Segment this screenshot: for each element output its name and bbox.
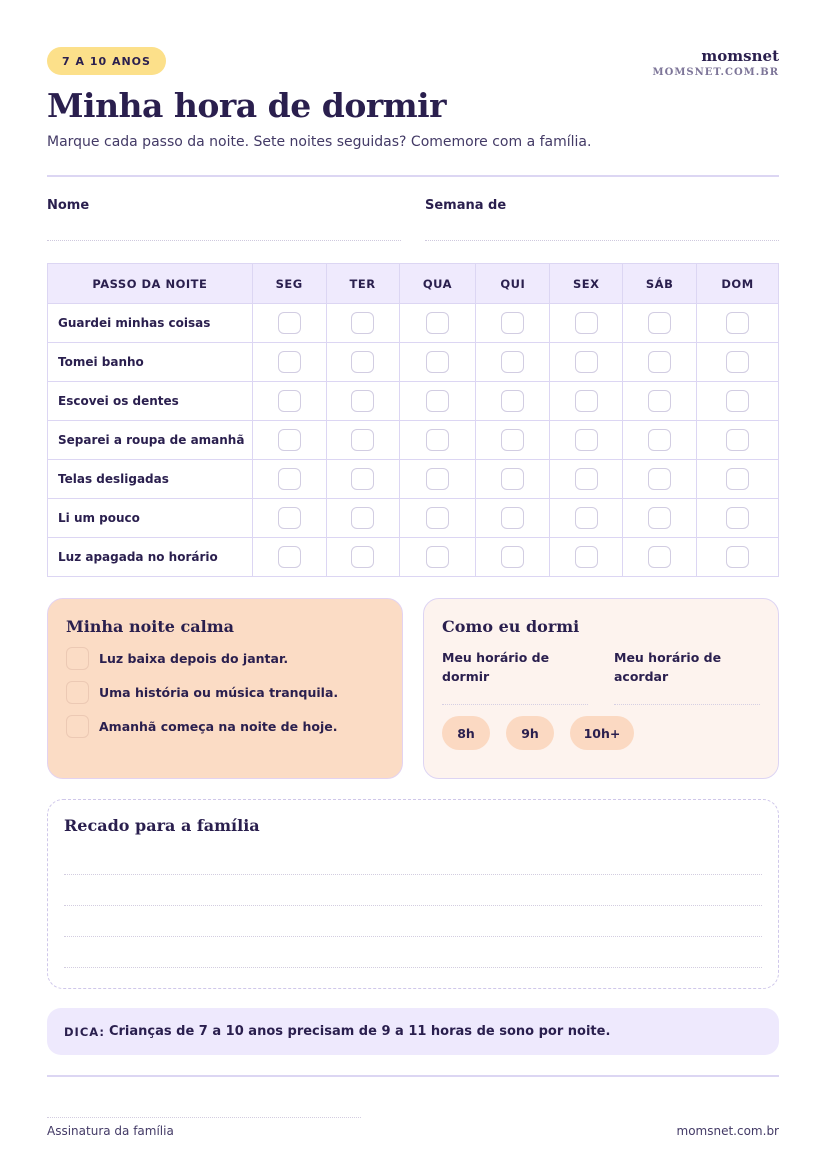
day-cell xyxy=(326,382,399,421)
day-cell xyxy=(252,421,326,460)
day-cell xyxy=(252,304,326,343)
day-checkbox[interactable] xyxy=(278,351,301,373)
day-cell xyxy=(476,343,550,382)
tip-label: DICA: xyxy=(64,1024,105,1039)
day-checkbox[interactable] xyxy=(575,468,598,490)
day-cell xyxy=(326,538,399,577)
day-checkbox[interactable] xyxy=(351,390,374,412)
day-cell xyxy=(623,382,697,421)
age-badge: 7 A 10 ANOS xyxy=(47,47,166,75)
family-note-box xyxy=(47,799,779,989)
table-row xyxy=(48,382,779,421)
table-row xyxy=(48,499,779,538)
day-checkbox[interactable] xyxy=(648,546,671,568)
calm-night-title: Minha noite calma xyxy=(66,617,234,636)
day-checkbox[interactable] xyxy=(278,468,301,490)
week-label: Semana de xyxy=(425,198,507,213)
divider xyxy=(47,175,779,177)
day-checkbox[interactable] xyxy=(726,507,749,529)
brand xyxy=(653,47,779,78)
day-cell xyxy=(623,460,697,499)
day-checkbox[interactable] xyxy=(351,546,374,568)
day-checkbox[interactable] xyxy=(351,507,374,529)
day-cell xyxy=(476,304,550,343)
signature-write-line[interactable] xyxy=(47,1117,361,1118)
day-cell xyxy=(399,499,476,538)
signature-label: Assinatura da família xyxy=(47,1124,174,1138)
day-checkbox[interactable] xyxy=(648,351,671,373)
day-checkbox[interactable] xyxy=(351,468,374,490)
step-label: Tomei banho xyxy=(48,343,253,382)
day-cell xyxy=(252,538,326,577)
day-checkbox[interactable] xyxy=(575,351,598,373)
day-cell xyxy=(476,538,550,577)
family-note-title: Recado para a família xyxy=(64,816,260,835)
calm-checkbox[interactable] xyxy=(66,681,89,704)
wake-time-write-line[interactable] xyxy=(614,704,760,705)
day-cell xyxy=(399,460,476,499)
day-cell xyxy=(697,499,779,538)
column-header-day: QUI xyxy=(476,264,550,304)
step-label: Luz apagada no horário xyxy=(48,538,253,577)
name-label: Nome xyxy=(47,198,90,213)
day-checkbox[interactable] xyxy=(351,351,374,373)
day-cell xyxy=(550,382,623,421)
step-label: Separei a roupa de amanhã xyxy=(48,421,253,460)
name-field[interactable] xyxy=(47,198,401,241)
day-cell xyxy=(550,460,623,499)
calm-checkbox[interactable] xyxy=(66,715,89,738)
day-checkbox[interactable] xyxy=(648,390,671,412)
day-cell xyxy=(252,343,326,382)
day-checkbox[interactable] xyxy=(278,390,301,412)
day-cell xyxy=(697,304,779,343)
sleep-hours-options xyxy=(442,716,760,750)
column-header-day: QUA xyxy=(399,264,476,304)
day-checkbox[interactable] xyxy=(575,390,598,412)
day-checkbox[interactable] xyxy=(648,468,671,490)
day-checkbox[interactable] xyxy=(426,312,449,334)
day-cell xyxy=(252,382,326,421)
day-checkbox[interactable] xyxy=(726,351,749,373)
bedtime-label: Meu horário de dormir xyxy=(442,650,550,684)
day-cell xyxy=(697,343,779,382)
calm-item-label: Amanhã começa na noite de hoje. xyxy=(99,719,338,734)
table-row xyxy=(48,343,779,382)
day-checkbox[interactable] xyxy=(501,390,524,412)
column-header-day: TER xyxy=(326,264,399,304)
note-write-line[interactable] xyxy=(64,875,762,906)
day-cell xyxy=(623,499,697,538)
day-checkbox[interactable] xyxy=(426,468,449,490)
day-checkbox[interactable] xyxy=(351,429,374,451)
day-cell xyxy=(326,343,399,382)
day-cell xyxy=(326,304,399,343)
day-checkbox[interactable] xyxy=(501,351,524,373)
brand-name: momsnet xyxy=(701,47,779,65)
day-cell xyxy=(550,421,623,460)
bedtime-tracker-table xyxy=(47,263,779,577)
step-label: Li um pouco xyxy=(48,499,253,538)
day-cell xyxy=(326,460,399,499)
day-cell xyxy=(476,460,550,499)
wake-time-label: Meu horário de acordar xyxy=(614,650,722,684)
day-cell xyxy=(697,460,779,499)
page-subtitle: Marque cada passo da noite. Sete noites seguidas? Comemore com a família. xyxy=(47,134,592,150)
day-cell xyxy=(326,499,399,538)
day-cell xyxy=(399,421,476,460)
day-checkbox[interactable] xyxy=(501,312,524,334)
day-cell xyxy=(550,538,623,577)
day-cell xyxy=(697,382,779,421)
table-row xyxy=(48,421,779,460)
sleep-option-9h[interactable]: 9h xyxy=(506,716,554,750)
sleep-option-8h[interactable]: 8h xyxy=(442,716,490,750)
day-checkbox[interactable] xyxy=(726,390,749,412)
note-write-line[interactable] xyxy=(64,906,762,937)
day-checkbox[interactable] xyxy=(426,507,449,529)
week-field[interactable] xyxy=(425,198,779,241)
day-checkbox[interactable] xyxy=(426,546,449,568)
day-cell xyxy=(697,538,779,577)
page-title: Minha hora de dormir xyxy=(47,86,447,125)
calm-checkbox[interactable] xyxy=(66,647,89,670)
calm-item-label: Uma história ou música tranquila. xyxy=(99,685,339,700)
column-header-day: SEG xyxy=(252,264,326,304)
step-label: Guardei minhas coisas xyxy=(48,304,253,343)
day-cell xyxy=(476,421,550,460)
footer-url: momsnet.com.br xyxy=(676,1124,779,1138)
table-row xyxy=(48,538,779,577)
calm-item[interactable] xyxy=(66,681,384,704)
divider xyxy=(47,1075,779,1077)
day-checkbox[interactable] xyxy=(278,546,301,568)
day-cell xyxy=(623,421,697,460)
step-label: Escovei os dentes xyxy=(48,382,253,421)
calm-item[interactable] xyxy=(66,715,384,738)
how-i-slept-card xyxy=(423,598,779,779)
day-cell xyxy=(252,499,326,538)
day-cell xyxy=(623,343,697,382)
day-checkbox[interactable] xyxy=(501,507,524,529)
day-checkbox[interactable] xyxy=(726,429,749,451)
day-checkbox[interactable] xyxy=(726,546,749,568)
table-row xyxy=(48,460,779,499)
column-header-day: SÁB xyxy=(623,264,697,304)
note-write-line[interactable] xyxy=(64,835,762,875)
day-cell xyxy=(550,304,623,343)
day-checkbox[interactable] xyxy=(648,429,671,451)
day-cell xyxy=(476,382,550,421)
day-checkbox[interactable] xyxy=(426,429,449,451)
brand-url: MOMSNET.COM.BR xyxy=(652,67,779,78)
day-cell xyxy=(623,538,697,577)
note-write-line[interactable] xyxy=(64,937,762,968)
how-i-slept-title: Como eu dormi xyxy=(442,617,580,636)
day-cell xyxy=(697,421,779,460)
day-checkbox[interactable] xyxy=(426,390,449,412)
day-checkbox[interactable] xyxy=(501,468,524,490)
day-checkbox[interactable] xyxy=(726,312,749,334)
table-header-row xyxy=(48,264,779,304)
day-cell xyxy=(252,460,326,499)
day-checkbox[interactable] xyxy=(278,507,301,529)
day-checkbox[interactable] xyxy=(278,429,301,451)
day-cell xyxy=(550,343,623,382)
day-checkbox[interactable] xyxy=(648,312,671,334)
tip-text: Crianças de 7 a 10 anos precisam de 9 a 11 horas de sono por noite. xyxy=(108,1024,611,1039)
day-checkbox[interactable] xyxy=(726,468,749,490)
day-cell xyxy=(399,343,476,382)
calm-item-label: Luz baixa depois do jantar. xyxy=(99,651,289,666)
column-header-day: DOM xyxy=(697,264,779,304)
calm-item[interactable] xyxy=(66,647,384,670)
day-checkbox[interactable] xyxy=(648,507,671,529)
day-cell xyxy=(326,421,399,460)
day-checkbox[interactable] xyxy=(575,546,598,568)
bedtime-field[interactable] xyxy=(442,648,588,705)
day-checkbox[interactable] xyxy=(575,507,598,529)
day-cell xyxy=(623,304,697,343)
day-checkbox[interactable] xyxy=(278,312,301,334)
day-cell xyxy=(399,382,476,421)
week-write-line[interactable] xyxy=(425,240,779,241)
day-cell xyxy=(399,538,476,577)
tip-banner xyxy=(47,1008,779,1055)
column-header-day: SEX xyxy=(550,264,623,304)
day-cell xyxy=(476,499,550,538)
calm-night-card xyxy=(47,598,403,779)
name-write-line[interactable] xyxy=(47,240,401,241)
day-checkbox[interactable] xyxy=(575,312,598,334)
bedtime-write-line[interactable] xyxy=(442,704,588,705)
day-cell xyxy=(399,304,476,343)
day-checkbox[interactable] xyxy=(501,546,524,568)
day-checkbox[interactable] xyxy=(426,351,449,373)
day-checkbox[interactable] xyxy=(351,312,374,334)
table-row xyxy=(48,304,779,343)
day-cell xyxy=(550,499,623,538)
step-label: Telas desligadas xyxy=(48,460,253,499)
wake-time-field[interactable] xyxy=(614,648,760,705)
day-checkbox[interactable] xyxy=(501,429,524,451)
column-header-step: PASSO DA NOITE xyxy=(48,264,253,304)
sleep-option-10h-plus[interactable]: 10h+ xyxy=(570,716,634,750)
day-checkbox[interactable] xyxy=(575,429,598,451)
